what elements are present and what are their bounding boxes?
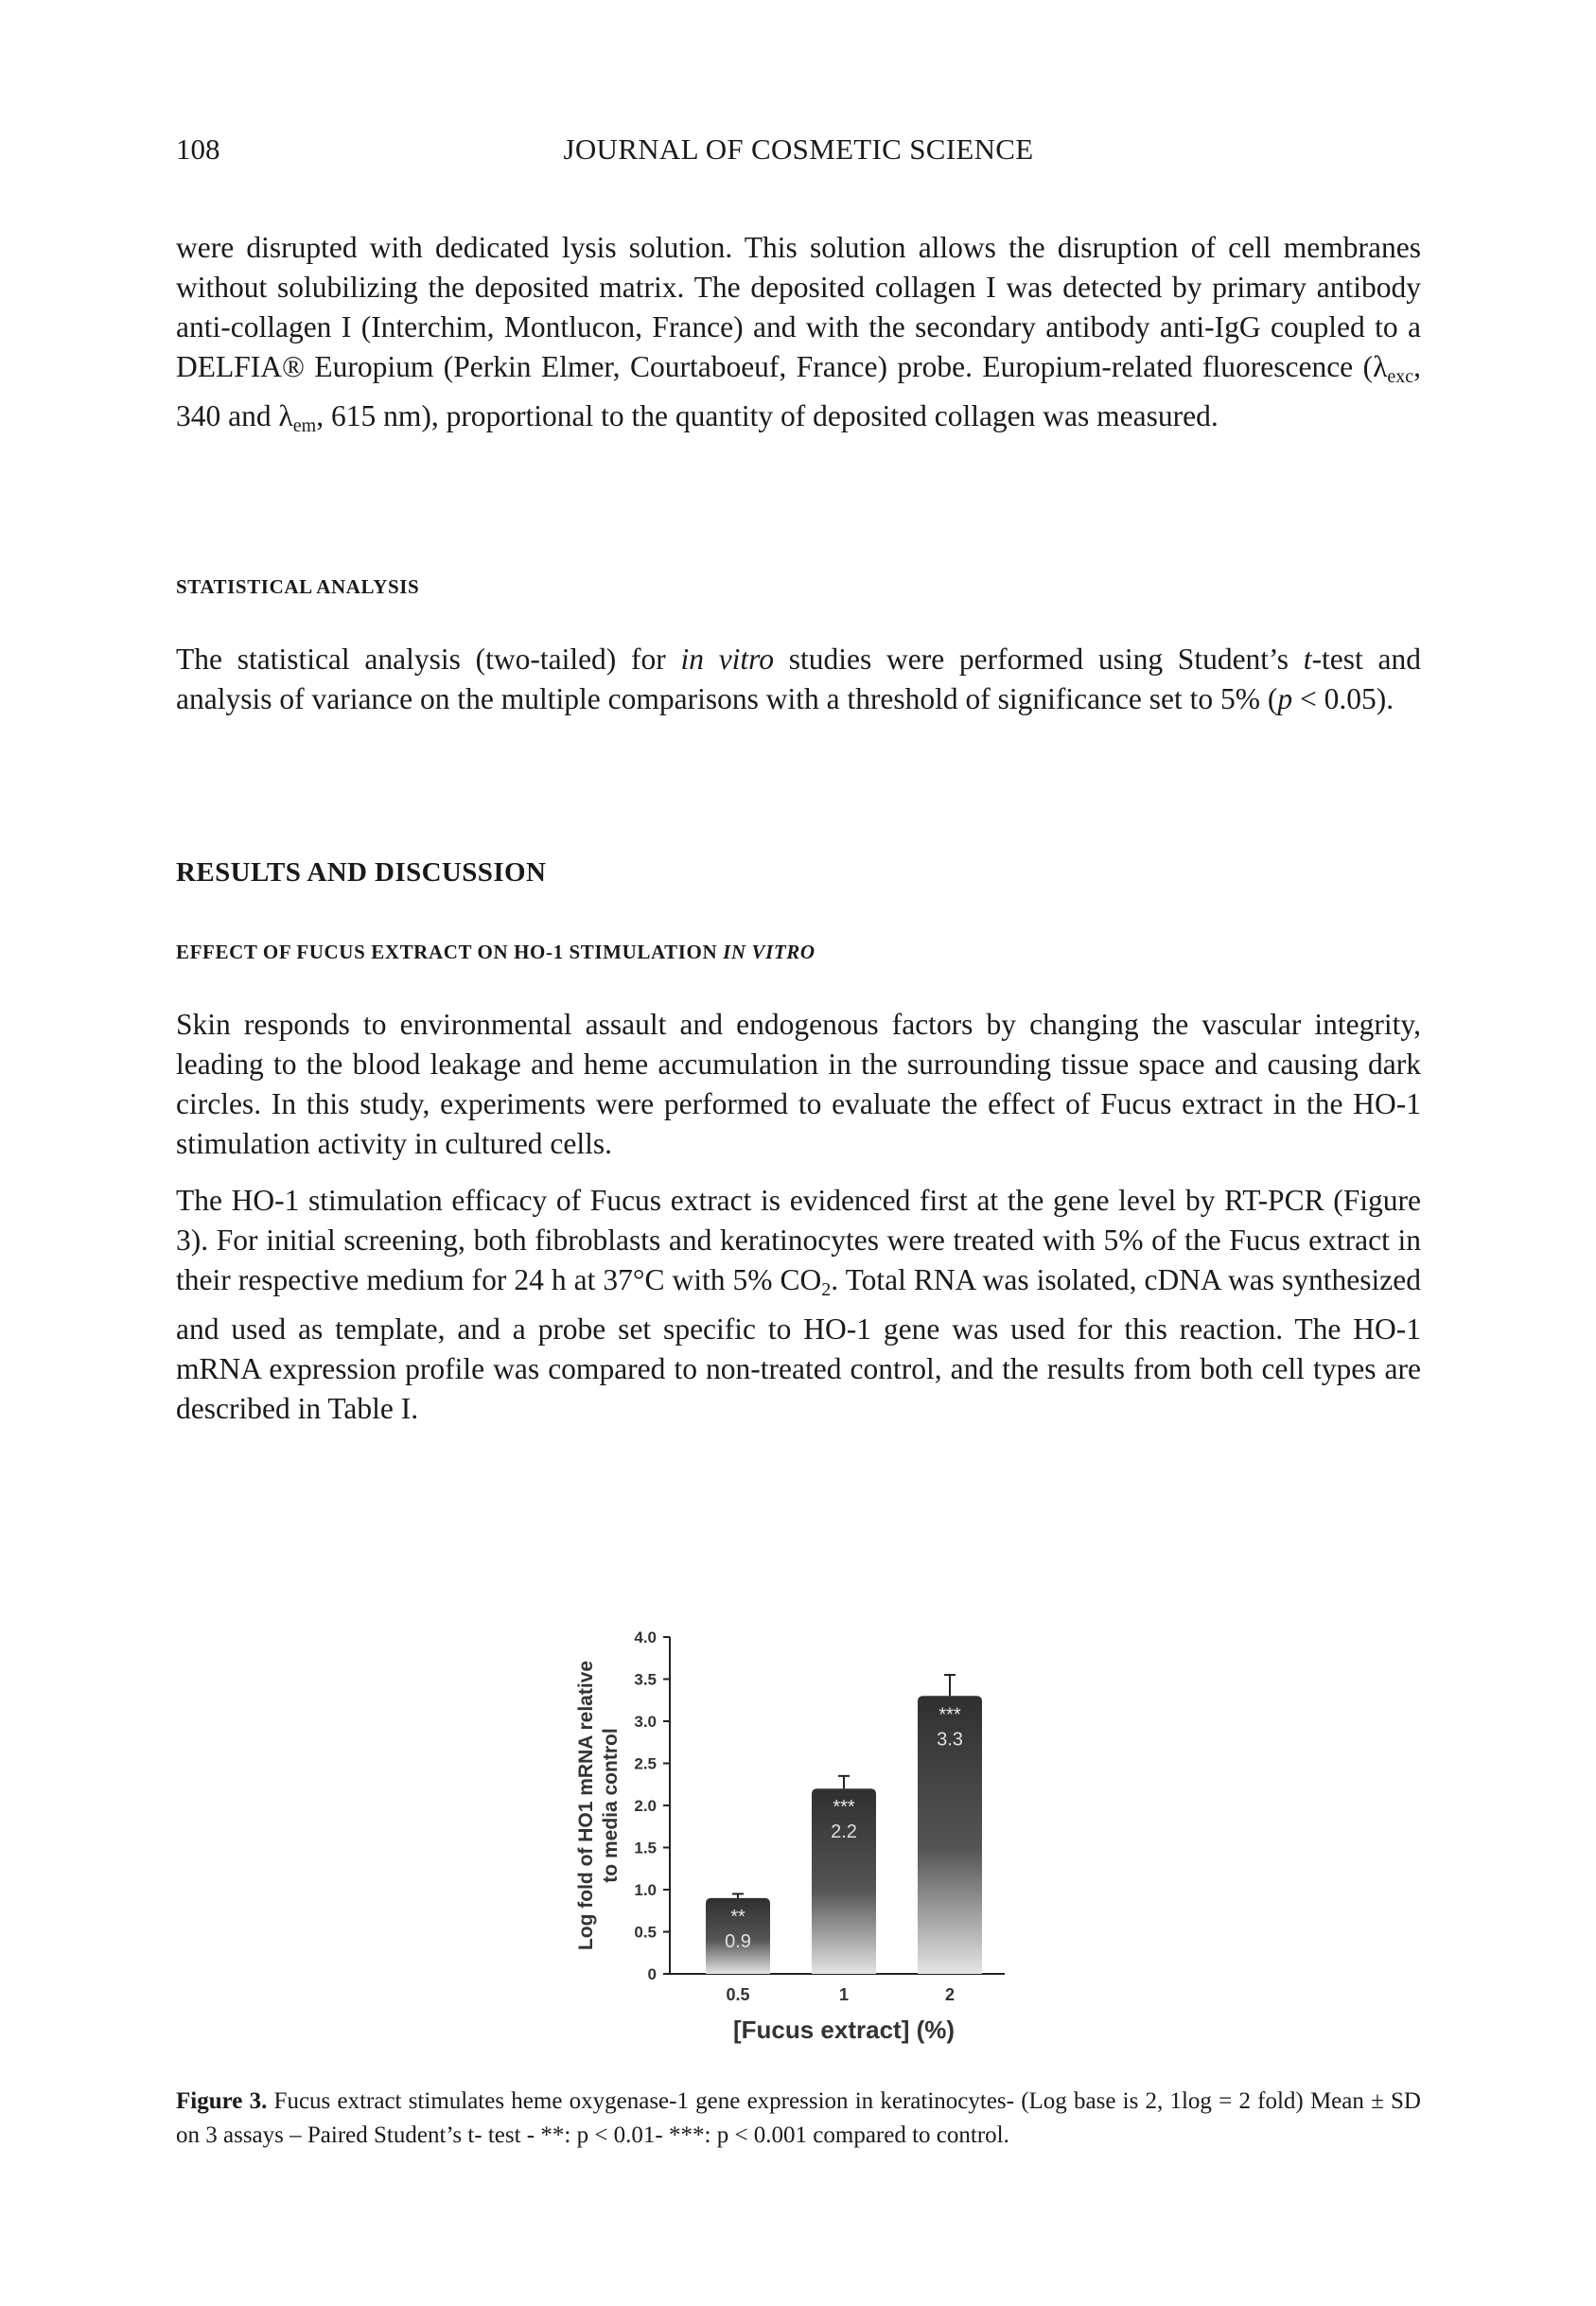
figure-3: [176, 1626, 1421, 2070]
journal-title: JOURNAL OF COSMETIC SCIENCE: [563, 132, 1034, 166]
effect-subheading: [176, 941, 816, 964]
bar-value-label: 0.9: [725, 1930, 751, 1952]
methods-text-3: , 615 nm), proportional to the quantity of deposited collagen was measured.: [316, 399, 1219, 432]
y-tick-label: 1.0: [634, 1881, 657, 1899]
significance-label: **: [730, 1906, 745, 1928]
methods-paragraph: [176, 228, 1421, 446]
stat-italic-p: p: [1277, 682, 1293, 715]
x-axis-label: [Fucus extract] (%): [732, 2016, 956, 2044]
stat-italic-t: t: [1303, 643, 1312, 676]
significance-label: ***: [833, 1797, 855, 1819]
results-p2-text-a: The HO-1 stimulation efficacy of Fucus extract is evidenced first at the gene level by RT-PCR (Figure 3). For initial screening, both fibroblasts and keratinocytes were treated with 5% of the Fucus extract in their respective medium for 24 h at 37°C with 5% CO: [176, 1184, 1421, 1296]
results-paragraph-1: Skin responds to environmental assault and endogenous factors by changing the vascular integrity, leading to the blood leakage and heme accumulation in the surrounding tissue space and causing dark circles. In this study, experiments were performed to evaluate the effect of Fucus extract in the HO-1 stimulation activity in cultured cells.: [176, 1008, 1421, 1160]
effect-subheading-text: EFFECT OF FUCUS EXTRACT ON HO-1 STIMULATION: [176, 941, 724, 963]
effect-subheading-italic: IN VITRO: [723, 941, 816, 963]
page-number: 108: [176, 132, 220, 166]
stat-text-1: The statistical analysis (two-tailed) for: [176, 643, 681, 676]
y-tick-label: 3.5: [634, 1670, 657, 1689]
statistical-analysis-heading: STATISTICAL ANALYSIS: [176, 575, 420, 598]
y-tick-label: 2.0: [634, 1797, 657, 1815]
running-head: [176, 132, 1421, 170]
stat-text-2: studies were performed using Student’s: [774, 643, 1304, 676]
figure-caption-label: Figure 3.: [176, 2088, 268, 2114]
bar-value-label: 3.3: [937, 1729, 963, 1751]
methods-text-1: were disrupted with dedicated lysis solution. This solution allows the disruption of cell membranes without solubilizing the deposited matrix. The deposited collagen I was detected by primary antibody anti-collagen I (Interchim, Montlucon, France) and with the secondary antibody anti-IgG coupled to a DELFIA® Europium (Perkin Elmer, Courtaboeuf, France) probe. Europium-related fluorescence (λ: [176, 231, 1421, 383]
figure-caption-text: Fucus extract stimulates heme oxygenase-1 gene expression in keratinocytes- (Log base is 2, 1log = 2 fold) Mean ± SD on 3 assays – Paired Student’s t- test - **: p < 0.01- ***: p < 0.001 compared to control.: [176, 2088, 1421, 2148]
y-axis-label-line1: Log fold of HO1 mRNA relative: [575, 1660, 597, 1951]
y-tick-label: 1.5: [634, 1839, 657, 1857]
bar-chart: [176, 1626, 1421, 2070]
significance-label: ***: [938, 1704, 961, 1726]
results-p2-text-b: . Total RNA was isolated, cDNA was synthesized and used as template, and a probe set specific to HO-1 gene was used for this reaction. The HO-1 mRNA expression profile was compared to non-treated control, and the results from both cell types are described in Table I.: [176, 1263, 1421, 1425]
lambda-em-subscript: em: [292, 415, 317, 436]
results-heading: RESULTS AND DISCUSSION: [176, 857, 547, 888]
lambda-exc-subscript: exc: [1387, 366, 1414, 387]
methods-text-2: , 340 and λ: [176, 350, 1421, 432]
results-paragraph-2: [176, 1181, 1421, 1429]
stat-text-3: -test and analysis of variance on the multiple comparisons with a threshold of significance set to 5% (: [176, 643, 1422, 715]
y-tick-label: 0: [647, 1965, 657, 1983]
stat-text-4: < 0.05).: [1292, 682, 1394, 715]
y-tick-label: 4.0: [634, 1628, 657, 1646]
bar-value-label: 2.2: [831, 1822, 857, 1843]
y-tick-label: 3.0: [634, 1713, 657, 1731]
stat-italic-in-vitro: in vitro: [680, 643, 775, 676]
co2-subscript: 2: [821, 1279, 832, 1300]
statistical-analysis-paragraph: [176, 640, 1421, 719]
x-tick-label: 0.5: [726, 1985, 750, 2004]
x-tick-label: 2: [944, 1985, 956, 2004]
figure-caption: [176, 2085, 1421, 2153]
y-axis-label-line2: to media control: [600, 1728, 622, 1883]
x-tick-label: 1: [838, 1985, 850, 2004]
y-tick-label: 2.5: [634, 1754, 657, 1773]
y-tick-label: 0.5: [634, 1923, 657, 1942]
